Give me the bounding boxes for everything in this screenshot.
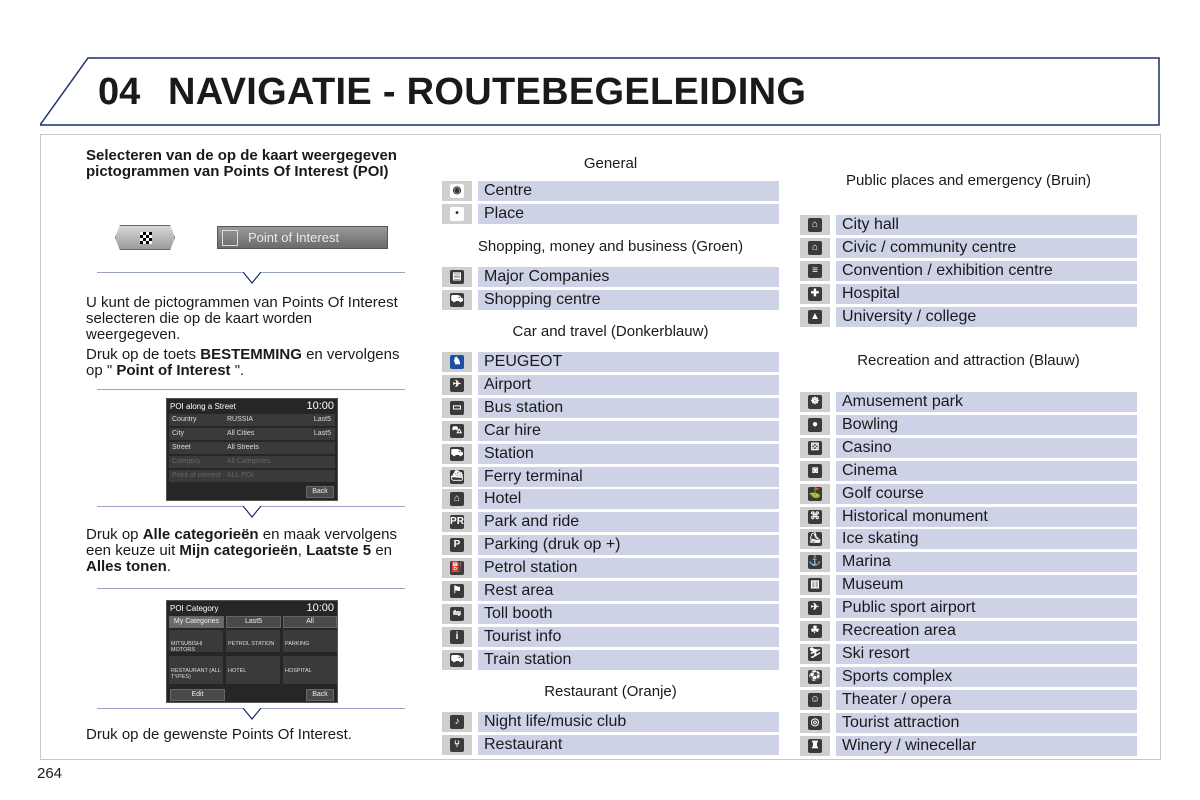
poi-category-icon: ⛴ [450, 470, 464, 482]
poi-label: Marina [836, 552, 1137, 572]
poi-category-icon: ◉ [450, 184, 464, 198]
poi-category-icon: ☘ [808, 624, 822, 638]
poi-icon-box [800, 667, 830, 687]
poi-row-public [800, 284, 1137, 304]
poi-category-icon: ◎ [808, 716, 822, 730]
poi-label: Toll booth [478, 604, 779, 624]
poi-icon-box [800, 552, 830, 572]
poi-icon-box [442, 290, 472, 310]
poi-label: Hospital [836, 284, 1137, 304]
poi-icon-box [442, 421, 472, 441]
category-cell[interactable]: PETROL STATION [226, 630, 280, 652]
poi-label: Civic / community centre [836, 238, 1137, 258]
poi-category-icon: ⛸ [808, 533, 822, 545]
poi-icon-box [442, 204, 472, 224]
poi-row-recreation [800, 644, 1137, 664]
poi-category-icon: ☺ [809, 693, 821, 705]
destination-button-image [115, 225, 175, 250]
poi-category-icon: ▥ [808, 578, 822, 592]
poi-icon-box [800, 461, 830, 481]
poi-row-general [442, 204, 779, 224]
poi-row-recreation [800, 529, 1137, 549]
poi-icon-box [442, 627, 472, 647]
poi-row-recreation [800, 484, 1137, 504]
poi-row-car [442, 444, 779, 464]
poi-label: Ferry terminal [478, 467, 779, 487]
poi-icon-box [442, 512, 472, 532]
poi-icon-box [800, 484, 830, 504]
poi-category-icon: ⌘ [810, 510, 820, 522]
poi-row-recreation [800, 552, 1137, 572]
poi-row-recreation [800, 438, 1137, 458]
poi-icon-box [442, 398, 472, 418]
poi-label: Tourist info [478, 627, 779, 647]
tab-all[interactable]: All [283, 616, 337, 628]
poi-row-public [800, 307, 1137, 327]
poi-icon-box [800, 284, 830, 304]
poi-label: Convention / exhibition centre [836, 261, 1137, 281]
screen-row: Category All Categories [169, 456, 335, 468]
poi-category-icon: ▲ [808, 310, 822, 324]
back-button[interactable]: Back [306, 486, 334, 498]
poi-label: Major Companies [478, 267, 779, 287]
poi-label: Restaurant [478, 735, 779, 755]
poi-row-recreation [800, 690, 1137, 710]
poi-row-car [442, 604, 779, 624]
poi-category-icon: ♪ [450, 715, 464, 729]
poi-row-recreation [800, 461, 1137, 481]
poi-row-car [442, 421, 779, 441]
poi-row-car [442, 489, 779, 509]
poi-button-image [217, 226, 388, 249]
poi-label: Ski resort [836, 644, 1137, 664]
poi-label: Cinema [836, 461, 1137, 481]
poi-category-icon: ✚ [808, 287, 822, 301]
poi-icon-box [800, 238, 830, 258]
poi-icon-box [800, 644, 830, 664]
poi-category-icon: ☸ [808, 395, 822, 409]
poi-icon-box [800, 690, 830, 710]
poi-row-recreation [800, 392, 1137, 412]
poi-label: PEUGEOT [478, 352, 779, 372]
screen-row: Point of interest ALL POI [169, 470, 335, 482]
poi-category-icon: ✈ [808, 601, 822, 615]
poi-label: Casino [836, 438, 1137, 458]
category-cell[interactable]: PARKING [283, 630, 337, 652]
poi-row-recreation [800, 507, 1137, 527]
poi-row-recreation [800, 713, 1137, 733]
poi-label: Ice skating [836, 529, 1137, 549]
poi-icon-box [442, 735, 472, 755]
category-cell[interactable]: MITSUBISHI MOTORS [169, 630, 223, 652]
screen-time: 10:00 [306, 602, 334, 614]
poi-category-icon: ✈ [450, 378, 464, 392]
poi-grid-icon [222, 230, 238, 246]
page-number: 264 [37, 765, 63, 782]
poi-icon-box [442, 352, 472, 372]
section-title-shopping: Shopping, money and business (Groen) [477, 238, 744, 255]
category-cell[interactable]: HOTEL [226, 656, 280, 684]
poi-category-icon: ⛍ [451, 424, 463, 436]
paragraph-1: U kunt de pictogrammen van Points Of Interest selecteren die op de kaart worden weergegeven. [86, 294, 398, 343]
back-button[interactable]: Back [306, 689, 334, 701]
poi-category-icon: ▭ [450, 401, 464, 415]
poi-category-icon: ● [808, 418, 822, 432]
poi-label: Centre [478, 181, 779, 201]
poi-label: Bus station [478, 398, 779, 418]
poi-row-car [442, 650, 779, 670]
poi-row-car [442, 352, 779, 372]
poi-row-shopping [442, 290, 779, 310]
edit-button[interactable]: Edit [170, 689, 225, 701]
section-title-public: Public places and emergency (Bruin) [845, 172, 1092, 189]
poi-row-restaurant [442, 735, 779, 755]
divider-arrow-icon [243, 272, 261, 284]
poi-row-car [442, 581, 779, 601]
divider [97, 389, 405, 390]
poi-label: Museum [836, 575, 1137, 595]
poi-label: Theater / opera [836, 690, 1137, 710]
poi-category-icon: ⚽ [808, 670, 822, 682]
paragraph-2: Druk op de toets BESTEMMING en vervolgens op " Point of Interest ". [86, 346, 400, 379]
poi-label: Amusement park [836, 392, 1137, 412]
poi-label: Place [478, 204, 779, 224]
poi-category-icon: ▤ [450, 270, 464, 284]
intro-heading: Selecteren van de op de kaart weergegeven pictogrammen van Points Of Interest (POI) [86, 147, 397, 180]
poi-category-icon: ⚓ [808, 556, 822, 568]
poi-category-icon: i [450, 630, 464, 644]
poi-button-label: Point of Interest [248, 230, 340, 245]
poi-row-shopping [442, 267, 779, 287]
section-title-recreation: Recreation and attraction (Blauw) [857, 352, 1080, 369]
poi-icon-box [442, 467, 472, 487]
poi-icon-box [442, 489, 472, 509]
poi-label: Sports complex [836, 667, 1137, 687]
poi-icon-box [442, 375, 472, 395]
poi-label: Recreation area [836, 621, 1137, 641]
poi-category-icon: ⛽ [450, 562, 464, 574]
section-title-general: General [583, 155, 638, 172]
poi-category-icon: ⚄ [808, 441, 822, 455]
poi-label: Airport [478, 375, 779, 395]
poi-row-recreation [800, 736, 1137, 756]
poi-label: Train station [478, 650, 779, 670]
poi-icon-box [442, 650, 472, 670]
poi-label: Historical monument [836, 507, 1137, 527]
poi-label: Night life/music club [478, 712, 779, 732]
poi-row-car [442, 512, 779, 532]
poi-row-public [800, 238, 1137, 258]
poi-category-icon: ⛷ [808, 647, 822, 659]
poi-row-recreation [800, 621, 1137, 641]
paragraph-3: Druk op Alle categorieën en maak vervolgens een keuze uit Mijn categorieën, Laatste 5 en Alles tonen. [86, 526, 397, 575]
poi-row-general [442, 181, 779, 201]
poi-along-street-screen [166, 398, 338, 501]
poi-category-icon: ⑂ [450, 738, 464, 752]
poi-icon-box [442, 267, 472, 287]
section-title-restaurant: Restaurant (Oranje) [544, 683, 677, 700]
poi-icon-box [800, 598, 830, 618]
poi-row-car [442, 535, 779, 555]
poi-icon-box [800, 507, 830, 527]
poi-category-icon: ⌂ [808, 241, 822, 255]
poi-category-screen [166, 600, 338, 703]
poi-label: Bowling [836, 415, 1137, 435]
poi-row-recreation [800, 598, 1137, 618]
poi-label: City hall [836, 215, 1137, 235]
poi-category-icon: ⚑ [450, 584, 464, 598]
poi-category-icon: ◙ [808, 464, 822, 478]
poi-category-icon: ≡ [808, 264, 822, 278]
divider [97, 588, 405, 589]
poi-label: Public sport airport [836, 598, 1137, 618]
poi-icon-box [800, 621, 830, 641]
poi-row-car [442, 627, 779, 647]
poi-row-restaurant [442, 712, 779, 732]
poi-category-icon: ⇋ [450, 607, 464, 621]
poi-label: Rest area [478, 581, 779, 601]
poi-category-icon: ⛟ [450, 447, 464, 459]
poi-label: Shopping centre [478, 290, 779, 310]
screen-row[interactable]: Country RUSSIA Last5 [169, 414, 335, 426]
chapter-header [40, 57, 1161, 127]
poi-icon-box [442, 604, 472, 624]
poi-icon-box [442, 535, 472, 555]
poi-icon-box [442, 181, 472, 201]
category-cell[interactable]: RESTAURANT (ALL TYPES) [169, 656, 223, 684]
poi-label: Station [478, 444, 779, 464]
poi-row-recreation [800, 667, 1137, 687]
poi-label: Hotel [478, 489, 779, 509]
poi-row-car [442, 398, 779, 418]
screen-row[interactable]: City All Cities Last5 [169, 428, 335, 440]
chapter-title: NAVIGATIE - ROUTEBEGELEIDING [168, 71, 807, 113]
poi-icon-box [442, 581, 472, 601]
poi-row-recreation [800, 575, 1137, 595]
poi-icon-box [800, 529, 830, 549]
poi-label: Car hire [478, 421, 779, 441]
category-cell[interactable]: HOSPITAL [283, 656, 337, 684]
poi-row-public [800, 261, 1137, 281]
poi-icon-box [800, 261, 830, 281]
poi-label: Park and ride [478, 512, 779, 532]
poi-icon-box [800, 438, 830, 458]
poi-category-icon: ♞ [450, 355, 464, 369]
poi-label: Petrol station [478, 558, 779, 578]
tab-last5[interactable]: Last5 [226, 616, 281, 628]
poi-icon-box [442, 558, 472, 578]
screen-time: 10:00 [306, 400, 334, 412]
tab-my-categories[interactable]: My Categories [169, 616, 224, 628]
poi-category-icon: PR [450, 516, 464, 528]
poi-category-icon: • [450, 207, 464, 221]
poi-label: Tourist attraction [836, 713, 1137, 733]
poi-icon-box [800, 736, 830, 756]
poi-icon-box [800, 215, 830, 235]
poi-category-icon: ♜ [808, 739, 822, 753]
screen-title: POI Category [170, 604, 219, 613]
poi-icon-box [800, 575, 830, 595]
poi-icon-box [800, 392, 830, 412]
poi-category-icon: P [450, 538, 464, 552]
screen-title: POI along a Street [170, 402, 236, 411]
screen-row[interactable]: Street All Streets [169, 442, 335, 454]
poi-label: University / college [836, 307, 1137, 327]
poi-icon-box [442, 444, 472, 464]
poi-icon-box [800, 307, 830, 327]
divider-arrow-icon [243, 708, 261, 720]
poi-icon-box [800, 713, 830, 733]
poi-icon-box [800, 415, 830, 435]
poi-category-icon: ⛳ [808, 487, 822, 499]
poi-row-recreation [800, 415, 1137, 435]
paragraph-4: Druk op de gewenste Points Of Interest. [86, 726, 352, 743]
divider-arrow-icon [243, 506, 261, 518]
poi-category-icon: ⌂ [450, 492, 464, 506]
poi-row-car [442, 375, 779, 395]
poi-row-public [800, 215, 1137, 235]
chapter-number: 04 [98, 71, 141, 113]
checkered-flag-icon [140, 232, 152, 244]
section-title-car: Car and travel (Donkerblauw) [512, 323, 709, 340]
poi-category-icon: ⛟ [450, 293, 464, 305]
poi-row-car [442, 467, 779, 487]
poi-category-icon: ⌂ [808, 218, 822, 232]
poi-label: Golf course [836, 484, 1137, 504]
poi-row-car [442, 558, 779, 578]
poi-category-icon: ⛟ [450, 653, 464, 665]
poi-icon-box [442, 712, 472, 732]
poi-label: Parking (druk op +) [478, 535, 779, 555]
poi-label: Winery / winecellar [836, 736, 1137, 756]
